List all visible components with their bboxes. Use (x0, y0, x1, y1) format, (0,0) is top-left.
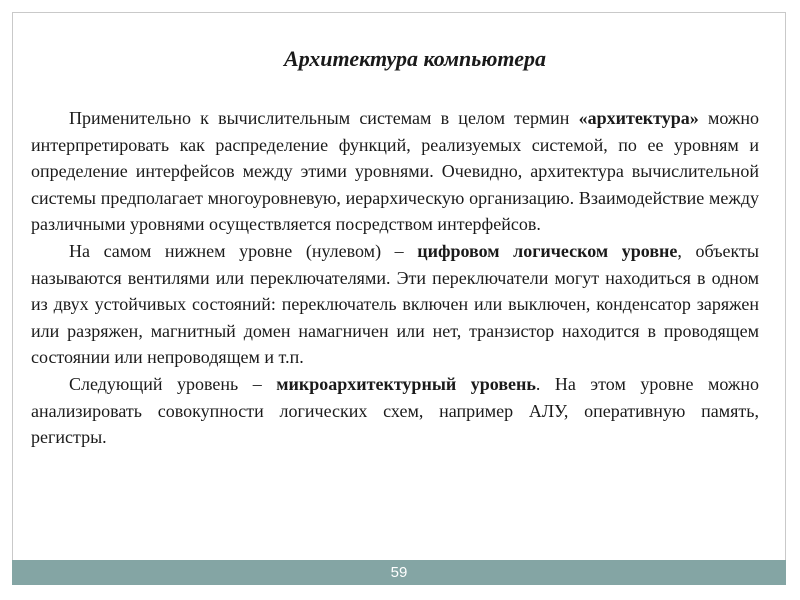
paragraph-microarchitecture-level (31, 371, 759, 451)
term-digital-logic-level: цифровом логическом уровне (417, 240, 678, 261)
slide-title: Архитектура компьютера (284, 46, 546, 71)
paragraph-text: Следующий уровень – (69, 373, 277, 394)
paragraph-text: На самом нижнем уровне (нулевом) – (69, 240, 418, 261)
term-microarchitecture-level: микроархитектурный уровень (276, 373, 536, 394)
paragraph-architecture-definition (31, 105, 759, 238)
paragraph-digital-logic-level (31, 238, 759, 371)
page-number: 59 (390, 564, 408, 581)
paragraph-text: . На этом уровне можно анализировать совокупности логических схем, например АЛУ, оперативную память, регистры. (31, 373, 759, 448)
paragraph-text: Применительно к вычислительным системам в целом термин (69, 108, 579, 128)
term-architecture: «архитектура» (578, 108, 699, 128)
footer-bar (12, 560, 786, 585)
paragraph-text: , объекты называются вентилями или переключателями. Эти переключатели могут находиться в одном из двух устойчивых состояний: переключатель включен или выключен, конденсатор заряжен или разряжен, магнитный домен намагничен или нет, транзистор находится в проводящем состоянии или непроводящем и т.п. (31, 240, 759, 368)
paragraph-text: можно интерпретировать как распределение функций, реализуемых системой, по ее уровням и определение интерфейсов между этими уровнями. Очевидно, архитектура вычислительной системы предполагает многоуровневую, иерархическую организацию. Взаимодействие между различными уровнями осуществляется посредством интерфейсов. (31, 108, 759, 235)
slide-body (31, 105, 759, 451)
